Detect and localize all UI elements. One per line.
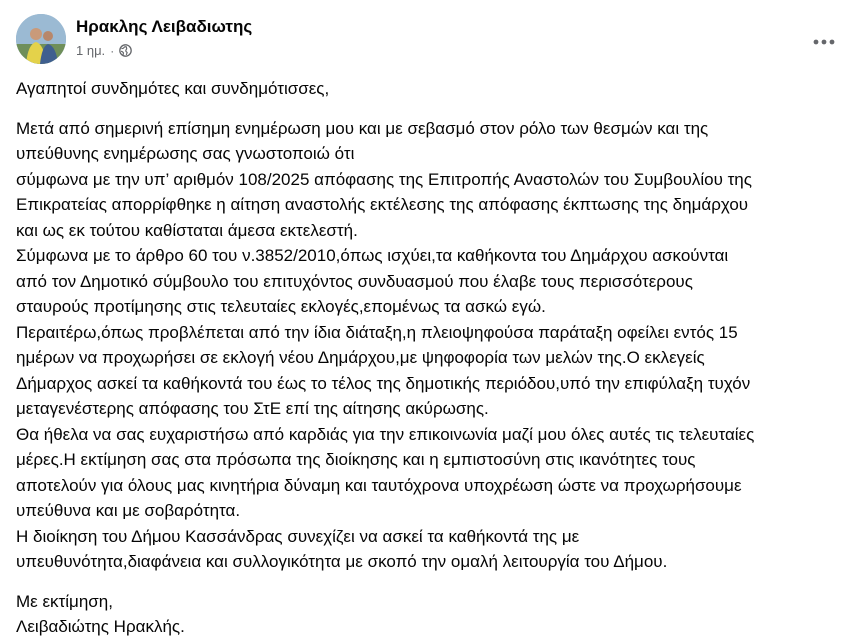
- body-line: από τον Δημοτικό σύμβουλο του επιτυχόντος συνδυασμού που έλαβε τους περισσότερους: [16, 271, 693, 291]
- post-time[interactable]: 1 ημ.: [76, 43, 106, 58]
- body-line: Επικρατείας απορρίφθηκε η αίτηση αναστολής εκτέλεσης της απόφασης έκπτωσης της δημάρχου: [16, 195, 749, 214]
- avatar[interactable]: [16, 14, 66, 64]
- body-line: Μετά από σημερινή επίσημη ενημέρωση μου και με σεβασμό στον ρόλο των θεσμών και της: [16, 118, 709, 138]
- body-line: υπευθυνότητα,διαφάνεια και συλλογικότητα με σκοπό την ομαλή λειτουργία του Δήμου.: [16, 552, 668, 571]
- more-horizontal-icon: [813, 39, 835, 45]
- more-options-button[interactable]: [806, 24, 842, 60]
- body-line: σύμφωνα με την υπ’ αριθμόν 108/2025 απόφασης της Επιτροπής Αναστολών του Συμβουλίου της: [16, 169, 752, 189]
- meta-separator: ·: [110, 43, 115, 58]
- body-line: Περαιτέρω,όπως προβλέπεται από την ίδια διάταξη,η πλειοψηφούσα παράταξη οφείλει εντός 15: [16, 322, 738, 342]
- signature: Λειβαδιώτης Ηρακλής.: [16, 617, 185, 636]
- globe-icon[interactable]: [119, 44, 132, 57]
- body-line: και ως εκ τούτου καθίσταται άμεσα εκτελεστή.: [16, 220, 358, 240]
- body-line: αποτελούν για όλους μας κινητήρια δύναμη και ταυτόχρονα υποχρέωση ώστε να προχωρήσουμε: [16, 475, 742, 495]
- body-line: Σύμφωνα με το άρθρο 60 του ν.3852/2010,όπως ισχύει,τα καθήκοντα του Δημάρχου ασκούνται: [16, 246, 729, 265]
- body-line: ημέρων να προχωρήσει σε εκλογή νέου Δημάρχου,με ψηφοφορία των μελών της.Ο εκλεγείς: [16, 348, 705, 367]
- paragraph-gap: [16, 575, 860, 589]
- body-line: μεταγενέστερης απόφασης του ΣτΕ επί της αίτησης ακύρωσης.: [16, 399, 489, 418]
- avatar-photo: [16, 14, 66, 64]
- body-line: σταυρούς προτίμησης στις τελευταίες εκλογές,επομένως τα ασκώ εγώ.: [16, 297, 546, 316]
- body-line: Δήμαρχος ασκεί τα καθήκοντά του έως το τέλος της δημοτικής περιόδου,υπό την επιφύλαξη τυχόν: [16, 373, 751, 393]
- author-name[interactable]: Ηρακλης Λειβαδιωτης: [76, 17, 253, 36]
- body-line: υπεύθυνης ενημέρωσης σας γνωστοποιώ ότι: [16, 144, 355, 163]
- post-body: [16, 76, 860, 640]
- body-line: Η διοίκηση του Δήμου Κασσάνδρας συνεχίζει να ασκεί τα καθήκοντά της με: [16, 526, 580, 546]
- body-line: υπεύθυνα και με σοβαρότητα.: [16, 501, 241, 520]
- greeting: Αγαπητοί συνδημότες και συνδημότισσες,: [16, 79, 330, 98]
- post-header: [16, 14, 846, 64]
- body-line: μέρες.Η εκτίμηση σας στα πρόσωπα της διοίκησης και η εμπιστοσύνη στις ικανότητες τους: [16, 450, 696, 469]
- paragraph-gap: [16, 102, 860, 116]
- closing: Με εκτίμηση,: [16, 591, 113, 611]
- post-meta: [76, 43, 132, 58]
- body-line: Θα ήθελα να σας ευχαριστήσω από καρδιάς για την επικοινωνία μαζί μου όλες αυτές τις τελευταίες: [16, 424, 755, 444]
